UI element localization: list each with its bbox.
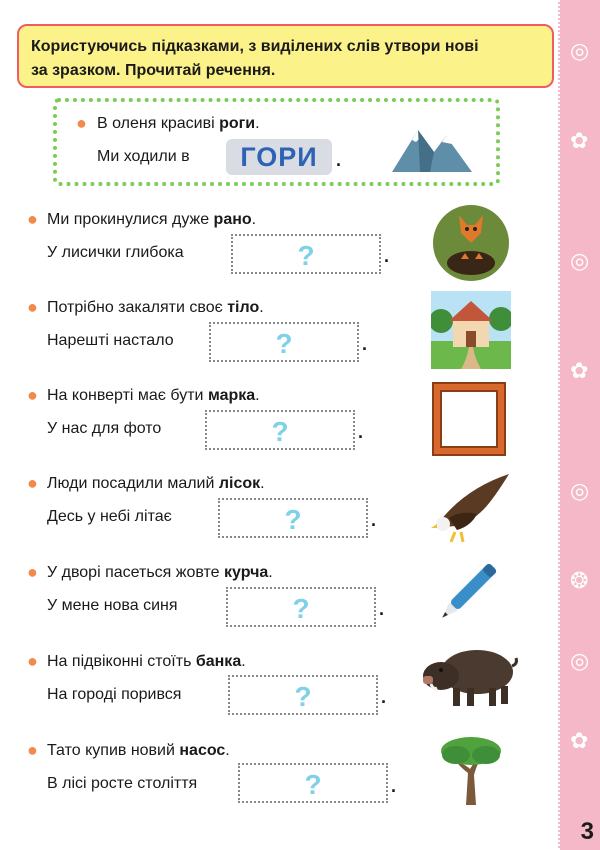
dotted-circle-decor-icon: ❂ — [570, 568, 589, 593]
exercise-1-period-mark: . — [384, 246, 390, 266]
exercise-6-period-mark: . — [381, 687, 387, 707]
exercise-1-prefix: Ми прокинулися дуже — [47, 211, 214, 228]
exercise-5-answer-box[interactable] — [226, 587, 376, 627]
example-sentence-1 — [97, 115, 260, 133]
exercise-4-period-mark: . — [371, 510, 377, 530]
exercise-1-period: . — [251, 211, 257, 228]
exercise-5-sentence — [47, 564, 273, 582]
example-answer-period: . — [336, 150, 342, 170]
bullet-icon: ● — [27, 473, 38, 493]
bullet-icon: ● — [27, 651, 38, 671]
exercise-6-prompt: На городі порився — [47, 686, 182, 703]
exercise-6-prefix: На підвіконні стоїть — [47, 653, 196, 670]
exercise-1-highlight-word: рано — [213, 211, 252, 228]
exercise-2-period: . — [259, 299, 264, 316]
exercise-4-prompt: Десь у небі літає — [47, 508, 172, 525]
bullet-icon: ● — [27, 562, 38, 582]
exercise-4-highlight-word: лісок — [218, 475, 261, 492]
exercise-1-answer-box[interactable] — [231, 234, 381, 274]
question-mark: ? — [294, 681, 312, 712]
question-mark: ? — [271, 416, 289, 447]
bullet-icon: ● — [27, 740, 38, 760]
exercise-7-prefix: Тато купив новий — [47, 742, 180, 759]
boar-icon — [419, 642, 519, 708]
exercise-4-sentence — [47, 475, 265, 493]
exercise-7-prompt: В лісі росте століття — [47, 775, 198, 792]
exercise-5-period-mark: . — [379, 599, 385, 619]
exercise-5-highlight-word: курча — [224, 564, 269, 581]
instruction-box — [17, 24, 554, 88]
example-period: . — [255, 115, 260, 132]
exercise-7-answer-box[interactable] — [238, 763, 388, 803]
exercise-6-period: . — [241, 653, 246, 670]
exercise-5-prompt: У мене нова синя — [47, 597, 178, 614]
pen-icon — [437, 558, 497, 628]
exercise-3-period-mark: . — [358, 422, 364, 442]
question-mark: ? — [292, 593, 310, 624]
exercise-2-answer-box[interactable] — [209, 322, 359, 362]
exercise-2-prompt: Нарешті настало — [47, 332, 174, 349]
fox-burrow-icon — [431, 203, 511, 283]
mountains-icon — [390, 122, 474, 174]
flower-decor-icon: ✿ — [570, 728, 589, 753]
exercise-6-highlight-word: банка — [195, 653, 242, 670]
exercise-3-highlight-word: марка — [207, 387, 256, 404]
exercise-7-highlight-word: насос — [179, 742, 226, 759]
bullet-icon: ● — [27, 297, 38, 317]
exercise-3-prompt: У нас для фото — [47, 420, 162, 437]
exercise-2-highlight-word: тіло — [227, 299, 260, 316]
flower-decor-icon: ✿ — [570, 128, 589, 153]
eagle-icon — [431, 470, 513, 546]
example-sentence-2: Ми ходили в — [97, 148, 190, 165]
photo-frame-icon — [431, 381, 507, 457]
circle-decor-icon: ◎ — [570, 478, 590, 503]
circle-decor-icon: ◎ — [570, 38, 590, 63]
bullet-icon: ● — [27, 209, 38, 229]
exercise-4-period: . — [260, 475, 265, 492]
summer-house-icon — [431, 291, 511, 369]
example-highlight-word: роги — [219, 115, 256, 132]
question-mark: ? — [284, 504, 302, 535]
exercise-2-period-mark: . — [362, 334, 368, 354]
question-mark: ? — [297, 240, 315, 271]
example-answer-label: ГОРИ — [226, 139, 332, 175]
example-prefix: В оленя красиві — [97, 115, 220, 132]
exercise-3-sentence — [47, 387, 260, 405]
instruction-line-1: Користуючись підказками, з виділених слів утвори нові — [31, 38, 479, 55]
exercise-5-prefix: У дворі пасеться жовте — [47, 564, 225, 581]
circle-decor-icon: ◎ — [570, 248, 590, 273]
flower-decor-icon: ✿ — [570, 358, 589, 383]
exercise-4-prefix: Люди посадили малий — [47, 475, 219, 492]
side-decoration-strip — [558, 0, 600, 850]
exercise-6-answer-box[interactable] — [228, 675, 378, 715]
exercise-2-prefix: Потрібно закаляти своє — [47, 299, 228, 316]
exercise-3-prefix: На конверті має бути — [47, 387, 208, 404]
question-mark: ? — [275, 328, 293, 359]
exercise-7-sentence — [47, 742, 230, 760]
exercise-7-period: . — [225, 742, 230, 759]
bullet-icon: ● — [27, 385, 38, 405]
circle-decor-icon: ◎ — [570, 648, 590, 673]
exercise-1-sentence — [47, 211, 256, 229]
exercise-7-period-mark: . — [391, 776, 397, 796]
page-number: 3 — [580, 818, 594, 845]
exercise-6-sentence — [47, 653, 246, 671]
exercise-2-sentence — [47, 299, 264, 317]
exercise-5-period: . — [268, 564, 273, 581]
instruction-line-2: за зразком. Прочитай речення. — [31, 62, 276, 79]
question-mark: ? — [304, 769, 322, 800]
exercise-3-answer-box[interactable] — [205, 410, 355, 450]
exercise-3-period: . — [255, 387, 260, 404]
exercise-1-prompt: У лисички глибока — [47, 244, 184, 261]
exercise-4-answer-box[interactable] — [218, 498, 368, 538]
tree-icon — [436, 733, 506, 807]
bullet-icon: ● — [76, 113, 87, 133]
